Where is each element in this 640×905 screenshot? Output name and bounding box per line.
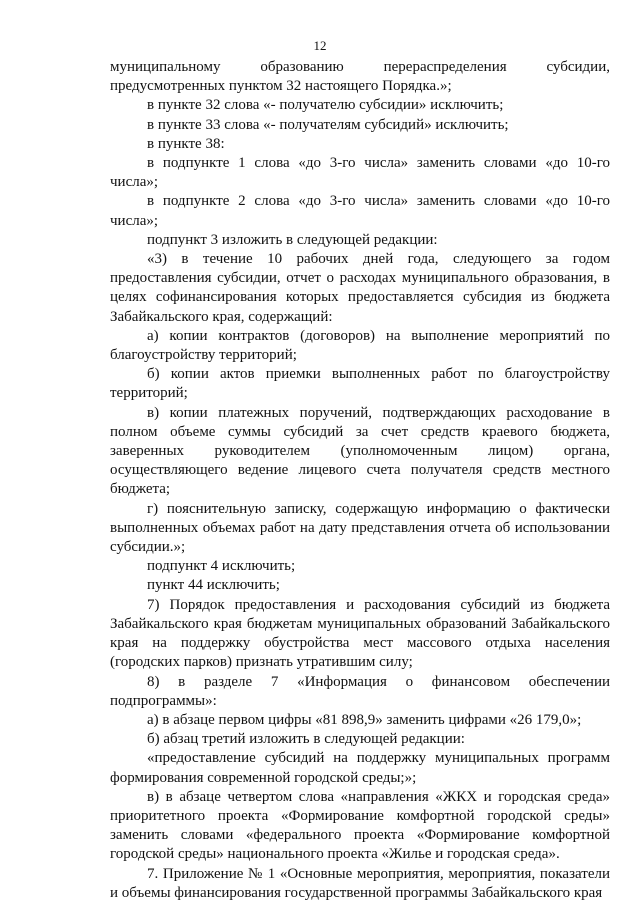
paragraph: подпункт 4 исключить; xyxy=(147,558,296,575)
document-body xyxy=(110,58,610,903)
paragraph: 8) в разделе 7 «Информация о финансовом обеспечении подпрограммы»: xyxy=(110,673,610,709)
paragraph: «предоставление субсидий на поддержку муниципальных программ формирования современной городской среды;»; xyxy=(110,750,610,786)
paragraph: в) в абзаце четвертом слова «направления «ЖКХ и городская среда» приоритетного проекта «Формирование комфортной городской среды» заменить словами «федерального проекта «Формирование комфортной городской среды» национального проекта «Жилье и городская среда». xyxy=(110,788,610,863)
paragraph: а) копии контрактов (договоров) на выполнение мероприятий по благоустройству территорий; xyxy=(110,327,610,364)
paragraph: 7. Приложение № 1 «Основные мероприятия, мероприятия, показатели и объемы финансирования государственной программы Забайкальского края xyxy=(110,865,610,901)
paragraph: в подпункте 1 слова «до 3-го числа» заменить словами «до 10-го числа»; xyxy=(110,155,610,191)
paragraph: подпункт 3 изложить в следующей редакции: xyxy=(147,231,438,248)
paragraph: 7) Порядок предоставления и расходования субсидий из бюджета Забайкальского края бюджетам муниципальных образований Забайкальского края на поддержку обустройства мест массового отдыха населения (городских парков) признать утратившим силу; xyxy=(110,596,610,671)
paragraph: в подпункте 2 слова «до 3-го числа» заменить словами «до 10-го числа»; xyxy=(110,193,610,229)
paragraph: б) копии актов приемки выполненных работ по благоустройству территорий; xyxy=(110,366,610,402)
paragraph: б) абзац третий изложить в следующей редакции: xyxy=(147,731,465,748)
paragraph: «3) в течение 10 рабочих дней года, следующего за годом предоставления субсидии, отчет о расходах муниципального образования, в целях софинансирования которых предоставляется субсидия из бюджета Забайкальского края, содержащий: xyxy=(110,251,610,325)
paragraph: пункт 44 исключить; xyxy=(147,577,280,594)
paragraph: в) копии платежных поручений, подтверждающих расходование в полном объеме суммы субсидий за счет средств краевого бюджета, заверенных руководителем (уполномоченным лицом) органа, осуществляющего ведение лицевого счета получателя средств местного бюджета; xyxy=(110,404,610,498)
page-number: 12 xyxy=(313,38,327,53)
paragraph: в пункте 32 слова «- получателю субсидии» исключить; xyxy=(147,97,504,114)
paragraph: а) в абзаце первом цифры «81 898,9» заменить цифрами «26 179,0»; xyxy=(147,711,582,728)
paragraph: в пункте 38: xyxy=(147,135,225,152)
paragraph: предусмотренных пунктом 32 настоящего Порядка.»; xyxy=(110,78,452,95)
paragraph: муниципальному образованию перераспределения субсидии, xyxy=(110,59,610,75)
paragraph: в пункте 33 слова «- получателям субсидий» исключить; xyxy=(147,116,509,133)
paragraph: г) пояснительную записку, содержащую информацию о фактически выполненных объемах работ на дату представления отчета об использовании субсидии.»; xyxy=(110,500,610,556)
